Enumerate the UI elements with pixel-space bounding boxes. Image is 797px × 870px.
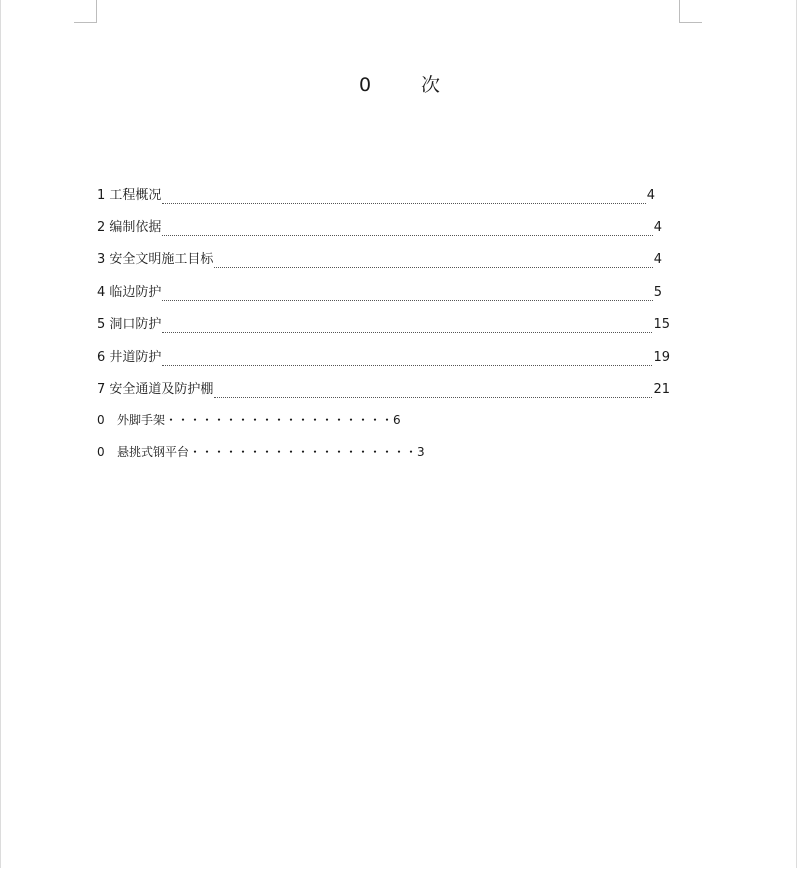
toc-extra-dots: ・・・・・・・・・・・・・・・・・・・ (165, 413, 394, 427)
toc-entry-page: 21 (653, 382, 670, 397)
toc-entry[interactable] (97, 378, 670, 402)
toc-entry-page: 4 (653, 220, 662, 235)
toc-entry-page: 4 (653, 252, 662, 267)
title-left: 0 (358, 74, 372, 96)
toc-extra-label: 悬挑式钢平台 (117, 445, 190, 459)
toc-leader (162, 365, 652, 366)
toc-extra-dots: ・・・・・・・・・・・・・・・・・・・ (189, 445, 418, 459)
crop-mark-top-left (74, 0, 97, 23)
toc-extra-page: 6 (393, 413, 401, 427)
toc-leader (162, 300, 652, 301)
toc-entry[interactable] (97, 184, 655, 208)
toc-entry[interactable] (97, 346, 670, 370)
toc-entry-label: 1 工程概况 (97, 188, 162, 203)
toc-leader (162, 203, 645, 204)
toc-entry-label: 6 井道防护 (97, 350, 162, 365)
toc-extra-page: 3 (417, 445, 425, 459)
toc-entry[interactable] (97, 248, 662, 272)
toc-leader (162, 332, 652, 333)
toc-extra-entry[interactable] (97, 411, 401, 435)
toc-entry[interactable] (97, 216, 662, 240)
toc-entry[interactable] (97, 313, 670, 337)
toc-entry-label: 5 洞口防护 (97, 317, 162, 332)
toc-leader (214, 397, 652, 398)
toc-entry-label: 7 安全通道及防护棚 (97, 382, 214, 397)
toc-extra-number: 0 (97, 445, 105, 459)
toc-extra-number: 0 (97, 413, 105, 427)
page-title (1, 70, 797, 97)
toc-entry[interactable] (97, 281, 662, 305)
crop-mark-top-right (679, 0, 702, 23)
toc-entry-label: 4 临边防护 (97, 285, 162, 300)
toc-leader (162, 235, 652, 236)
toc-extra-label: 外脚手架 (117, 413, 166, 427)
toc-entry-label: 3 安全文明施工目标 (97, 252, 214, 267)
title-right: 次 (421, 74, 441, 96)
toc-entry-page: 5 (653, 285, 662, 300)
toc-extra-entry[interactable] (97, 443, 425, 467)
toc-leader (214, 267, 652, 268)
toc-entry-page: 15 (653, 317, 670, 332)
toc-entry-label: 2 编制依据 (97, 220, 162, 235)
toc-entry-page: 4 (646, 188, 655, 203)
toc-entry-page: 19 (653, 350, 670, 365)
